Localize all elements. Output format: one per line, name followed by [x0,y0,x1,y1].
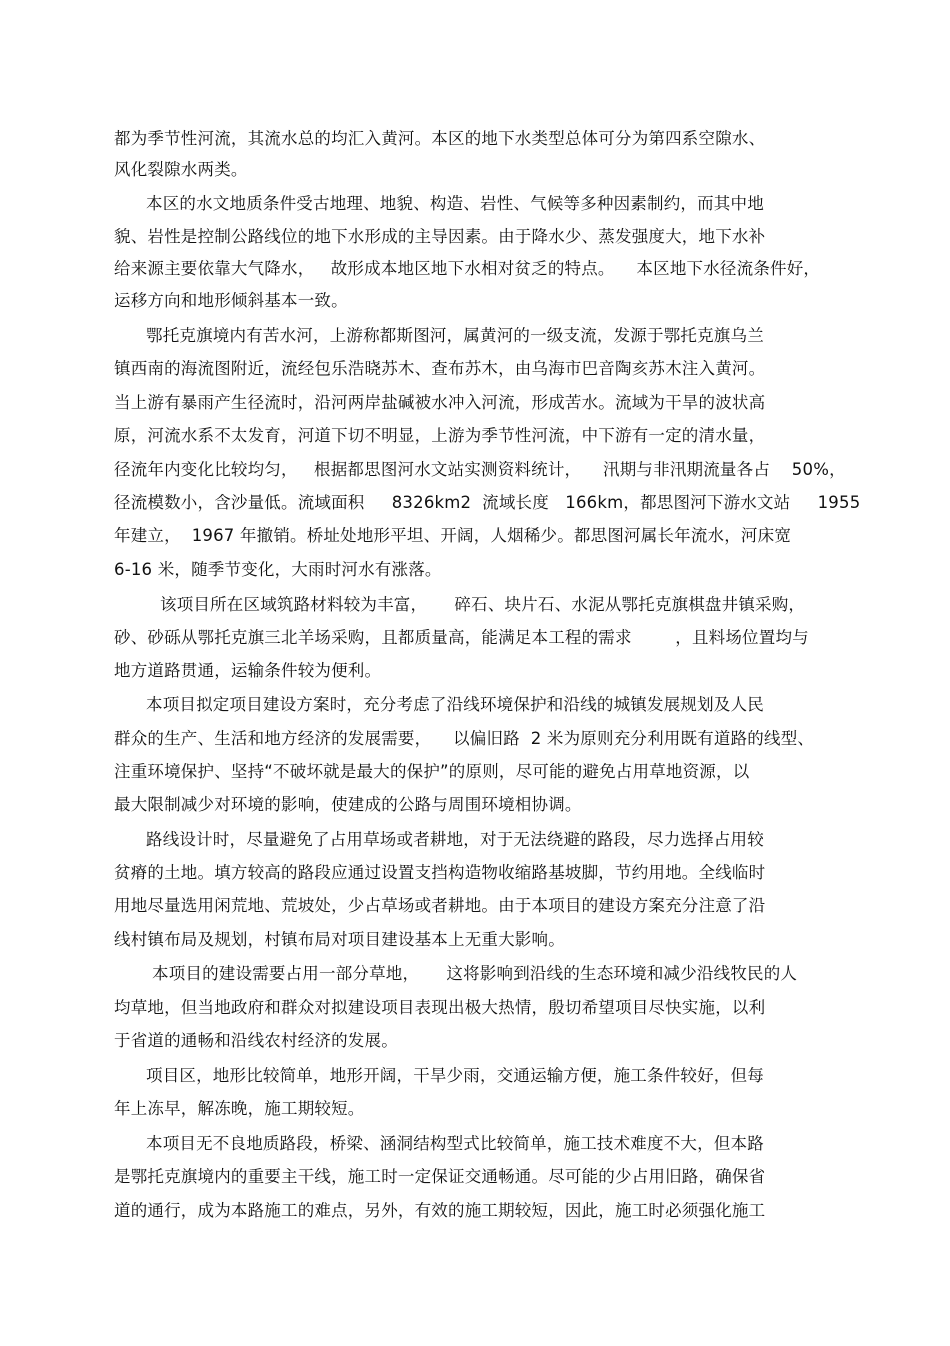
text-line: 地方道路贯通，运输条件较为便利。 [114,661,382,680]
text-line: 镇西南的海流图附近，流经包乐浩晓苏木、查布苏木，由乌海市巴音陶亥苏木注入黄河。 [114,359,766,378]
text-line: 运移方向和地形倾斜基本一致。 [114,291,348,310]
text-line: 风化裂隙水两类。 [114,160,248,179]
text-line: 原，河流水系不太发育，河道下切不明显，上游为季节性河流，中下游有一定的清水量， [114,426,766,445]
text-line: 径流模数小，含沙量低。流域面积 8326km2 流域长度 166km，都思图河下游水文站 1955 [114,493,861,512]
text-line: 道的通行，成为本路施工的难点，另外，有效的施工期较短，因此，施工时必须强化施工 [114,1201,766,1220]
text-line: 本项目无不良地质路段，桥梁、涵洞结构型式比较简单，施工技术难度不大，但本路 [146,1134,764,1153]
text-line: 6-16 米，随季节变化，大雨时河水有涨落。 [114,560,442,579]
text-line: 年上冻早，解冻晚，施工期较短。 [114,1099,365,1118]
text-line: 用地尽量选用闲荒地、荒坡处，少占草场或者耕地。由于本项目的建设方案充分注意了沿 [114,896,766,915]
text-line: 群众的生产、生活和地方经济的发展需要， 以偏旧路 2 米为原则充分利用既有道路的线型、 [114,729,815,748]
text-line: 贫瘠的土地。填方较高的路段应通过设置支挡构造物收缩路基坡脚，节约用地。全线临时 [114,863,766,882]
text-line: 项目区，地形比较简单，地形开阔，干旱少雨，交通运输方便，施工条件较好，但每 [146,1066,764,1085]
text-line: 注重环境保护、坚持“不破坏就是最大的保护”的原则，尽可能的避免占用草地资源，以 [114,762,750,781]
text-line: 线村镇布局及规划，村镇布局对项目建设基本上无重大影响。 [114,930,565,949]
text-line: 路线设计时，尽量避免了占用草场或者耕地，对于无法绕避的路段，尽力选择占用较 [146,830,764,849]
text-line: 本项目的建设需要占用一部分草地， 这将影响到沿线的生态环境和减少沿线牧民的人 [152,964,798,983]
text-line: 给来源主要依靠大气降水， 故形成本地区地下水相对贫乏的特点。 本区地下水径流条件好， [114,259,821,278]
text-line: 最大限制减少对环境的影响，使建成的公路与周围环境相协调。 [114,795,582,814]
text-line: 貌、岩性是控制公路线位的地下水形成的主导因素。由于降水少、蒸发强度大，地下水补 [114,227,766,246]
text-line: 于省道的通畅和沿线农村经济的发展。 [114,1031,398,1050]
text-line: 均草地，但当地政府和群众对拟建设项目表现出极大热情，殷切希望项目尽快实施，以利 [114,998,766,1017]
text-line: 砂、砂砾从鄂托克旗三北羊场采购，且都质量高，能满足本工程的需求 ，且料场位置均与 [114,628,809,647]
text-line: 当上游有暴雨产生径流时，沿河两岸盐碱被水冲入河流，形成苦水。流域为干旱的波状高 [114,393,766,412]
text-line: 年建立， 1967 年撤销。桥址处地形平坦、开阔，人烟稀少。都思图河属长年流水，河床宽 [114,526,792,545]
text-line: 鄂托克旗境内有苦水河，上游称都斯图河，属黄河的一级支流，发源于鄂托克旗乌兰 [146,326,764,345]
text-line: 径流年内变化比较均匀， 根据都思图河水文站实测资料统计， 汛期与非汛期流量各占 50%， [114,460,846,479]
text-line: 该项目所在区域筑路材料较为丰富， 碎石、块片石、水泥从鄂托克旗棋盘井镇采购， [160,595,806,614]
text-line: 都为季节性河流，其流水总的均汇入黄河。本区的地下水类型总体可分为第四系空隙水、 [114,129,766,148]
text-line: 本项目拟定项目建设方案时，充分考虑了沿线环境保护和沿线的城镇发展规划及人民 [146,695,764,714]
text-line: 是鄂托克旗境内的重要主干线，施工时一定保证交通畅通。尽可能的少占用旧路，确保省 [114,1167,766,1186]
text-line: 本区的水文地质条件受古地理、地貌、构造、岩性、气候等多种因素制约，而其中地 [146,194,764,213]
